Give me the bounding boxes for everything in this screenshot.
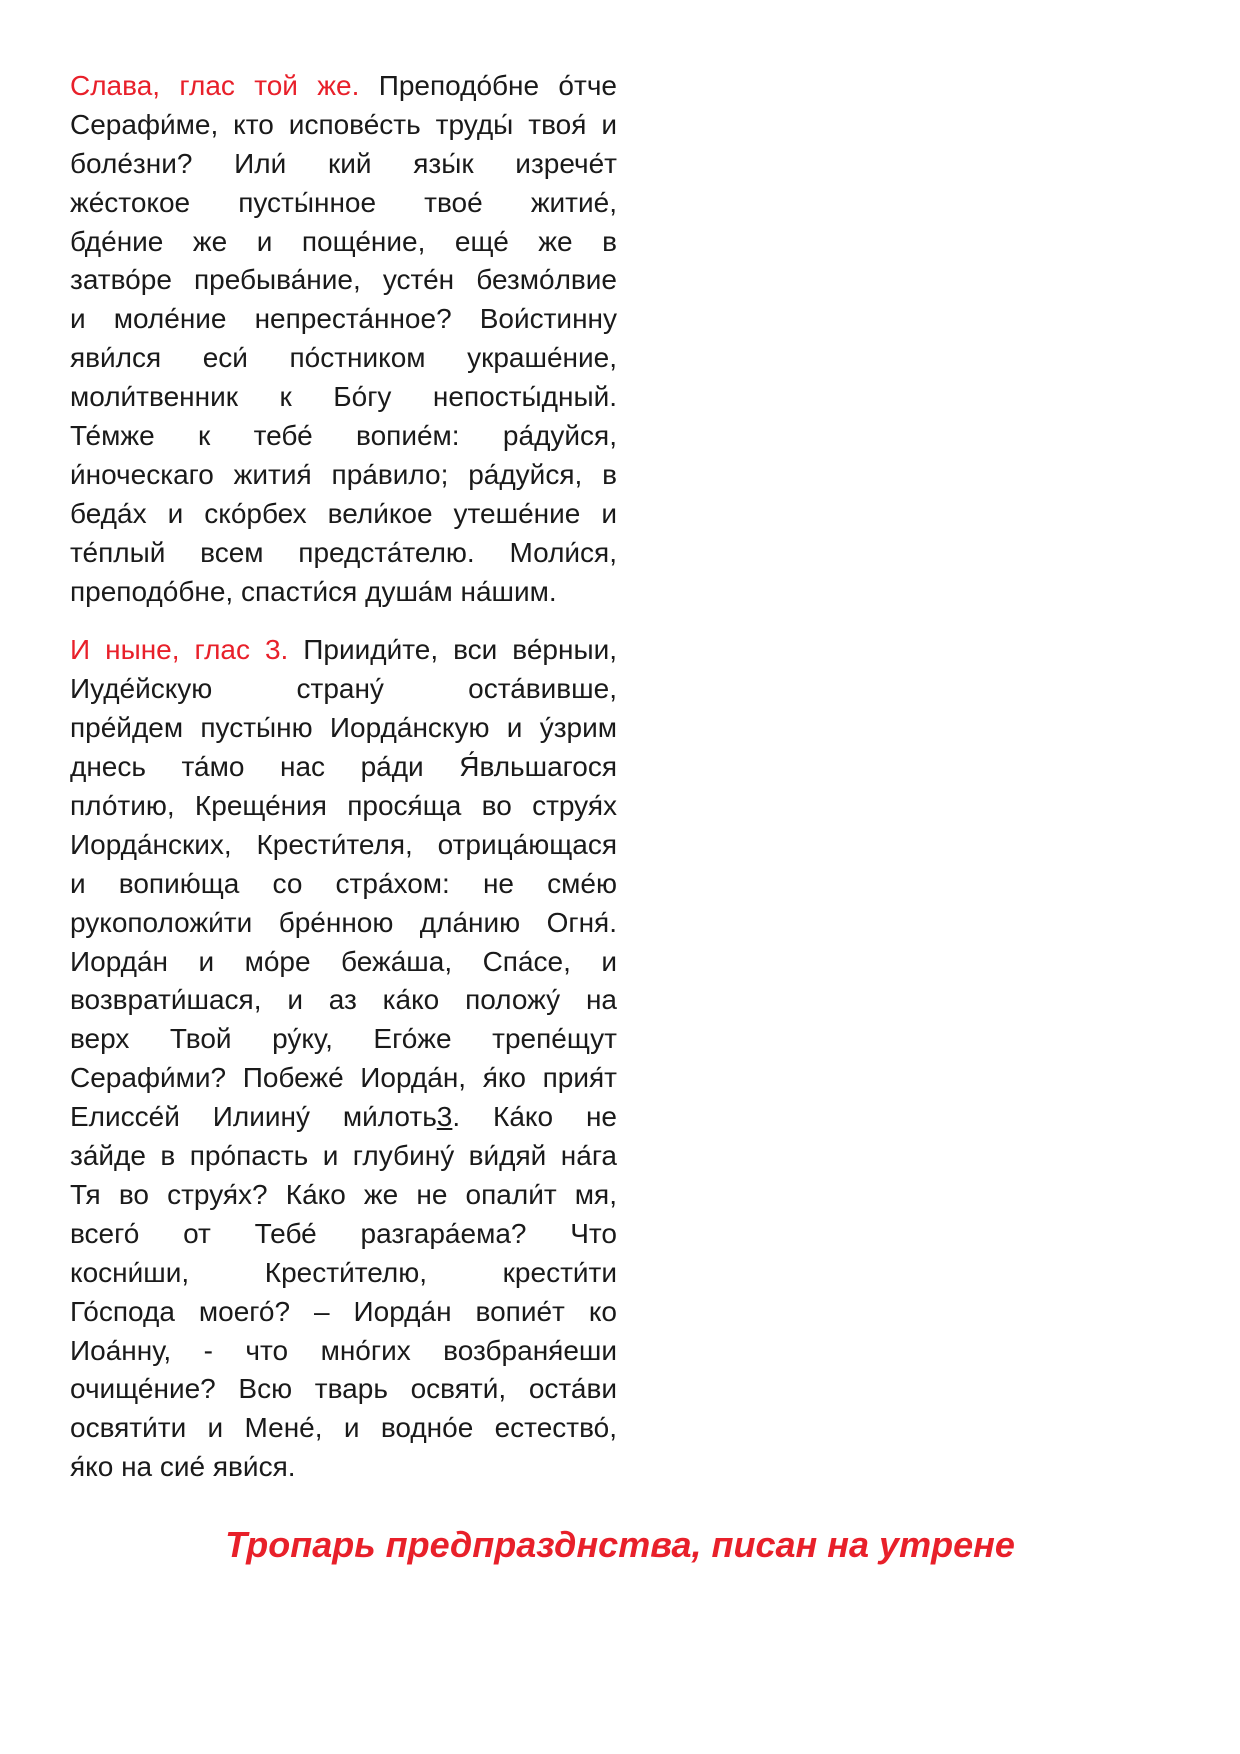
text-line: пло́тию, Креще́ния прося́ща во струя́х (70, 790, 617, 822)
text-line: Елиссе́й Илиину́ ми́лоть3. Ка́ко не (70, 1101, 617, 1133)
text-line: и́ноческаго жития́ пра́вило; ра́дуйся, в (70, 458, 617, 490)
text-line: боле́зни? Или́ кий язы́к изрече́т (70, 147, 617, 179)
text-line: днесь та́мо нас ра́ди Я́вльшагося (70, 751, 617, 783)
text-line: очище́ние? Всю тварь освяти́, оста́ви (70, 1373, 617, 1405)
text-line: те́плый всем предста́телю. Моли́ся, (70, 536, 617, 568)
line-text: Прииди́те, вси ве́рныи, (288, 634, 617, 666)
text-line: косни́ши, Крести́телю, крести́ти (70, 1256, 617, 1288)
rubric-label: Слава, глас той же. (70, 70, 360, 101)
text-line: пре́йдем пусты́ню Иорда́нскую и у́зрим (70, 712, 617, 744)
text-line: Го́спода моего́? – Иорда́н вопие́т ко (70, 1295, 617, 1327)
paragraph-i-nyne (70, 631, 617, 1487)
text-line: Иоа́нну, - что мно́гих возбраня́еши (70, 1334, 617, 1366)
text-line: за́йде в про́пасть и глубину́ ви́дяй на́га (70, 1140, 617, 1172)
text-line: Тя во струя́х? Ка́ко же не опали́т мя, (70, 1178, 617, 1210)
text-line: затво́ре пребыва́ние, усте́н безмо́лвие (70, 264, 617, 296)
text-line: Иуде́йскую страну́ оста́вивше, (70, 673, 617, 705)
text-line: же́стокое пусты́нное твое́ житие́, (70, 186, 617, 218)
text-line: моли́твенник к Бо́гу непосты́дный. (70, 381, 617, 413)
text-line: и вопию́ща со стра́хом: не сме́ю (70, 867, 617, 899)
text-line: и моле́ние непреста́нное? Вои́стинну (70, 303, 617, 335)
text-line: преподо́бне, спасти́ся душа́м на́шим. (70, 575, 557, 607)
text-line (70, 67, 617, 106)
text-column (70, 67, 617, 1487)
paragraph-gap (70, 611, 617, 631)
text-line: возврати́шася, и аз ка́ко положу́ на (70, 984, 617, 1016)
text-line: всего́ от Тебе́ разгара́ема? Что (70, 1217, 617, 1249)
text-line: беда́х и ско́рбех вели́кое утеше́ние и (70, 497, 617, 529)
text-line: я́ко на сие́ яви́ся. (70, 1451, 296, 1483)
text-line: бде́ние же и поще́ние, еще́ же в (70, 225, 617, 257)
text-line: Иорда́нских, Крести́теля, отрица́ющася (70, 828, 617, 860)
section-heading: Тропарь предпразднства, писан на утрене (225, 1524, 1015, 1565)
text-line: освяти́ти и Мене́, и водно́е естество́, (70, 1412, 617, 1444)
paragraph-slava (70, 67, 617, 611)
text-line: верх Твой ру́ку, Его́же трепе́щут (70, 1023, 617, 1055)
line-text: Преподо́бне о́тче (359, 70, 617, 101)
text-line: Те́мже к тебе́ вопие́м: ра́дуйся, (70, 420, 617, 452)
text-line: Серафи́ми? Побеже́ Иорда́н, я́ко прия́т (70, 1062, 617, 1094)
text-line: рукоположи́ти бре́нною дла́нию Огня́. (70, 906, 617, 938)
rubric-label: И ныне, глас 3. (70, 634, 289, 666)
footnote-marker: 3 (436, 1101, 453, 1133)
text-line: Иорда́н и мо́ре бежа́ша, Спа́се, и (70, 945, 617, 977)
text-line: яви́лся еси́ по́стником украше́ние, (70, 342, 617, 374)
text-line: Серафи́ме, кто испове́сть труды́ твоя́ и (70, 108, 617, 140)
text-line (70, 631, 617, 670)
